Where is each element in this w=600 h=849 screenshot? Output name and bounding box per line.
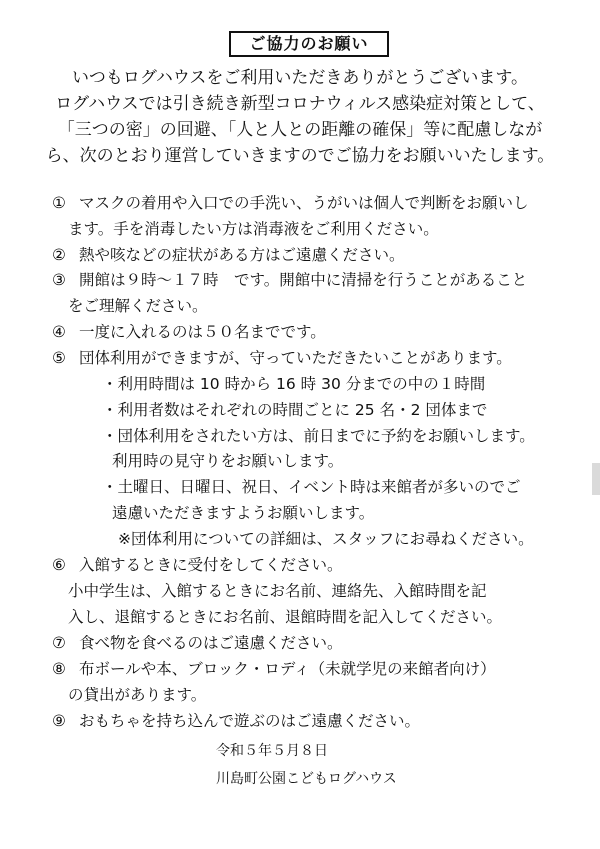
item-5-sub-4: ・土曜日、日曜日、祝日、イベント時は来館者が多いのでご [102,478,521,496]
organization-name: 川島町公園こどもログハウス [216,771,397,787]
item-5 [52,348,512,368]
item-1-continuation: ます。手を消毒したい方は消毒液をご利用ください。 [68,220,439,238]
item-text: おもちゃを持ち込んで遊ぶのはご遠慮ください。 [79,712,421,730]
item-text: 布ボールや本、ブロック・ロディ（未就学児の来館者向け） [79,660,496,678]
item-text: マスクの着用や入口での手洗い、うがいは個人で判断をお願いし [79,194,529,212]
item-8 [52,659,496,679]
item-4 [52,322,326,342]
item-5-sub-2: ・利用者数はそれぞれの時間ごとに 25 名・2 団体まで [102,401,488,419]
intro-line-1: いつもログハウスをご利用いただきありがとうございます。 [71,68,529,88]
item-number: ① [52,194,66,212]
item-1 [52,193,529,213]
scan-artifact [592,463,600,495]
item-5-sub-3: ・団体利用をされたい方は、前日までに予約をお願いします。 [102,427,535,445]
item-6-extra-1: 小中学生は、入館するときにお名前、連絡先、入館時間を記 [68,582,487,600]
item-3 [52,270,527,290]
item-5-sub-1: ・利用時間は 10 時から 16 時 30 分までの中の１時間 [102,375,486,393]
intro-line-4: ら、次のとおり運営していきますのでご協力をお願いいたします。 [45,146,555,166]
item-text: 熱や咳などの症状がある方はご遠慮ください。 [79,246,405,264]
item-text: 一度に入れるのは５０名までです。 [79,323,326,341]
item-9 [52,711,420,731]
item-7 [52,633,343,653]
item-text: 食べ物を食べるのはご遠慮ください。 [79,634,343,652]
intro-line-2: ログハウスでは引き続き新型コロナウィルス感染症対策として、 [55,94,545,114]
item-number: ③ [52,271,66,289]
item-6 [52,555,343,575]
item-5-sub-4-continuation: 遠慮いただきますようお願いします。 [112,504,375,522]
item-5-note: ※団体利用についての詳細は、スタッフにお尋ねください。 [118,530,534,548]
item-6-extra-2: 入し、退館するときにお名前、退館時間を記入してください。 [68,608,503,626]
item-5-sub-3-continuation: 利用時の見守りをお願いします。 [112,452,344,470]
notice-title: ご協力のお願い [229,31,389,57]
item-8-continuation: の貸出があります。 [68,686,207,704]
item-number: ⑧ [52,660,66,678]
item-2 [52,245,405,265]
item-number: ⑤ [52,349,66,367]
item-text: 入館するときに受付をしてください。 [79,556,343,574]
item-3-continuation: をご理解ください。 [68,297,208,315]
item-number: ⑦ [52,634,66,652]
item-number: ② [52,246,66,264]
item-number: ⑥ [52,556,66,574]
intro-line-3: 「三つの密」の回避、「人と人との距離の確保」等に配慮しなが [57,120,543,140]
item-number: ⑨ [52,712,66,730]
item-text: 団体利用ができますが、守っていただきたいことがあります。 [79,349,512,367]
notice-date: 令和５年５月８日 [216,743,328,759]
item-text: 開館は９時～１７時 です。開館中に清掃を行うことがあること [79,271,528,289]
item-number: ④ [52,323,66,341]
